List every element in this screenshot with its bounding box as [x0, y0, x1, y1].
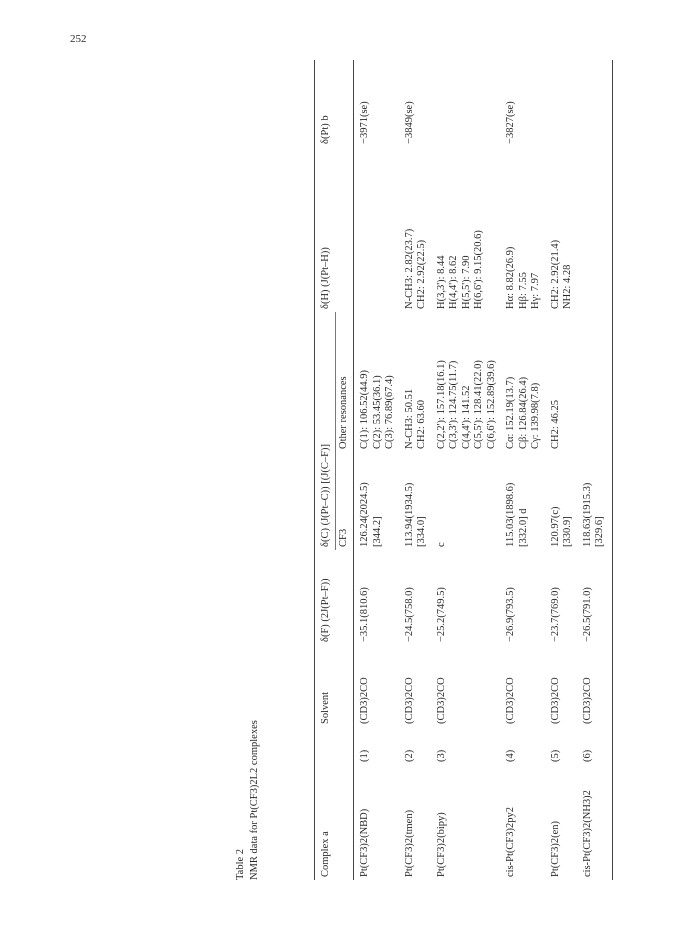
cell-other	[545, 312, 577, 452]
cell-other	[399, 312, 431, 452]
cell-number: (3)	[435, 749, 447, 762]
cell-delta-h-line: CH2: 2.92(22.5)	[416, 239, 427, 309]
cell-delta-h	[399, 147, 431, 312]
cell-delta-h	[577, 147, 613, 312]
cell-solvent: (CD3)2CO	[549, 677, 561, 724]
nmr-table	[314, 60, 613, 880]
cell-delta-f: −24.5(758.0)	[403, 587, 415, 642]
cell-other-line: C(2): 53.45(36.1)	[371, 375, 383, 449]
cell-delta-h-line: CH2: 2.92(21.4)	[549, 239, 561, 309]
cell-delta-pt: −3827(se)	[505, 101, 516, 144]
cell-number: (6)	[577, 727, 613, 765]
cell-cf3-line: [329.6]	[594, 516, 605, 547]
cell-other-line: N-CH3: 50.51	[403, 388, 415, 449]
cell-solvent: (CD3)2CO	[435, 677, 447, 724]
table-row	[545, 60, 577, 880]
cell-solvent: (CD3)2CO	[359, 677, 370, 724]
cell-complex: cis-Pt(CF3)2(NH3)2	[577, 765, 613, 880]
cell-other-line: C(2,2'): 157.18(16.1)	[435, 360, 447, 449]
cell-other	[577, 312, 613, 452]
cell-complex: Pt(CF3)2(NBD)	[359, 808, 370, 877]
cell-delta-pt: −3849(se)	[403, 101, 415, 144]
table-caption	[234, 720, 262, 880]
cell-number: (2)	[403, 749, 415, 762]
cell-delta-h	[545, 147, 577, 312]
cell-other-line: CH2: 63.60	[416, 399, 427, 449]
table-row	[354, 60, 399, 880]
cell-delta-h-line: H(6,6'): 9.15(20.6)	[473, 230, 484, 309]
cell-cf3-line: [330.9]	[562, 516, 573, 547]
page-number: 252	[70, 33, 87, 45]
cell-cf3-line: c	[435, 542, 447, 547]
cell-delta-pt	[545, 60, 577, 147]
cell-complex: Pt(CF3)2(tmen)	[403, 809, 415, 877]
cell-complex: Pt(CF3)2(bipy)	[435, 812, 447, 877]
table-label: Table 2	[235, 848, 246, 880]
cell-other-line: Cβ: 126.84(26.4)	[517, 376, 529, 449]
cell-other-line: C(5,5'): 128.41(22.0)	[473, 360, 484, 449]
cell-number: (4)	[505, 749, 516, 762]
cell-solvent: (CD3)2CO	[577, 645, 613, 727]
cell-delta-h-line: H(4,4'): 8.62	[448, 255, 459, 309]
cell-solvent: (CD3)2CO	[505, 677, 516, 724]
header-other-resonances: Other resonances	[335, 312, 354, 452]
cell-delta-h-line: N-CH3: 2.82(23.7)	[403, 228, 415, 309]
cell-delta-h-line: Hβ: 7.55	[517, 272, 529, 309]
cell-solvent: (CD3)2CO	[403, 677, 415, 724]
cell-other	[500, 312, 545, 452]
header-delta-c: δ(C) (J(Pt–C)) [(J(C–F)]	[315, 312, 336, 550]
cell-cf3-line: 113.94(1934.5)	[403, 482, 415, 547]
cell-cf3-line: 120.97(c)	[549, 506, 561, 547]
cell-cf3-line: 118.63(1915.3)	[581, 482, 593, 547]
cell-cf3	[545, 452, 577, 550]
cell-other-line: C(1): 106.52(44.9)	[359, 369, 370, 449]
cell-other-line: C(3,3'): 124.75(11.7)	[448, 360, 459, 449]
cell-delta-pt: −3971(se)	[359, 101, 370, 144]
cell-delta-f: −23.7(769.0)	[549, 587, 561, 642]
cell-complex: cis-Pt(CF3)2py2	[505, 806, 516, 877]
cell-number: (1)	[359, 749, 370, 762]
cell-cf3	[500, 452, 545, 550]
cell-other-line: C(4,4'): 141.52	[460, 385, 472, 449]
cell-delta-f: −25.2(749.5)	[435, 587, 447, 642]
cell-cf3	[431, 452, 501, 550]
cell-delta-h-line: H(3,3'): 8.44	[435, 255, 447, 309]
cell-cf3-line: [334.0]	[416, 516, 427, 547]
cell-delta-h	[431, 147, 501, 312]
cell-cf3	[354, 452, 399, 550]
cell-delta-h	[354, 147, 399, 312]
cell-delta-pt	[577, 60, 613, 147]
table-title: NMR data for Pt(CF3)2L2 complexes	[249, 720, 260, 880]
cell-other	[354, 312, 399, 452]
table-row	[399, 60, 431, 880]
cell-delta-h-line: NH2: 4.28	[562, 264, 573, 309]
cell-delta-f: −26.9(793.5)	[505, 587, 516, 642]
header-delta-h: δ(H) (J(Pt–H))	[315, 147, 336, 312]
table-row	[500, 60, 545, 880]
cell-delta-h-line: Hα: 8.82(26.9)	[505, 246, 516, 309]
header-complex: Complex a	[315, 727, 336, 880]
cell-other-line: Cα: 152.19(13.7)	[505, 376, 516, 449]
table-row	[431, 60, 501, 880]
header-delta-f: δ(F) (2J(Pt–F))	[315, 550, 336, 645]
cell-cf3-line: [344.2]	[371, 516, 383, 547]
cell-other-line: C(6,6'): 152.89(39.6)	[485, 360, 497, 449]
header-cf3: CF3	[335, 452, 354, 550]
cell-other	[431, 312, 501, 452]
cell-other-line: Cγ: 139.98(7.8)	[530, 382, 541, 449]
cell-delta-h-line: H(5,5'): 7.90	[460, 255, 472, 309]
cell-cf3	[399, 452, 431, 550]
cell-delta-pt	[431, 60, 501, 147]
cell-cf3-line: 115.03(1898.6)	[505, 482, 516, 547]
header-delta-pt: δ(Pt) b	[315, 60, 336, 147]
cell-delta-h-line: Hγ: 7.97	[530, 272, 541, 309]
table-body	[354, 60, 613, 880]
table-row	[577, 60, 613, 880]
cell-cf3	[577, 452, 613, 550]
cell-delta-f: −26.5(791.0)	[577, 550, 613, 645]
header-solvent: Solvent	[315, 645, 336, 727]
cell-complex: Pt(CF3)2(en)	[549, 821, 561, 877]
cell-number: (5)	[549, 749, 561, 762]
cell-delta-f: −35.1(810.6)	[359, 587, 370, 642]
cell-cf3-line: [332.0] d	[517, 508, 529, 547]
cell-delta-h	[500, 147, 545, 312]
cell-other-line: C(3): 76.89(67.4)	[384, 375, 395, 449]
cell-other-line: CH2: 46.25	[549, 399, 561, 449]
cell-cf3-line: 126.24(2024.5)	[359, 482, 370, 547]
